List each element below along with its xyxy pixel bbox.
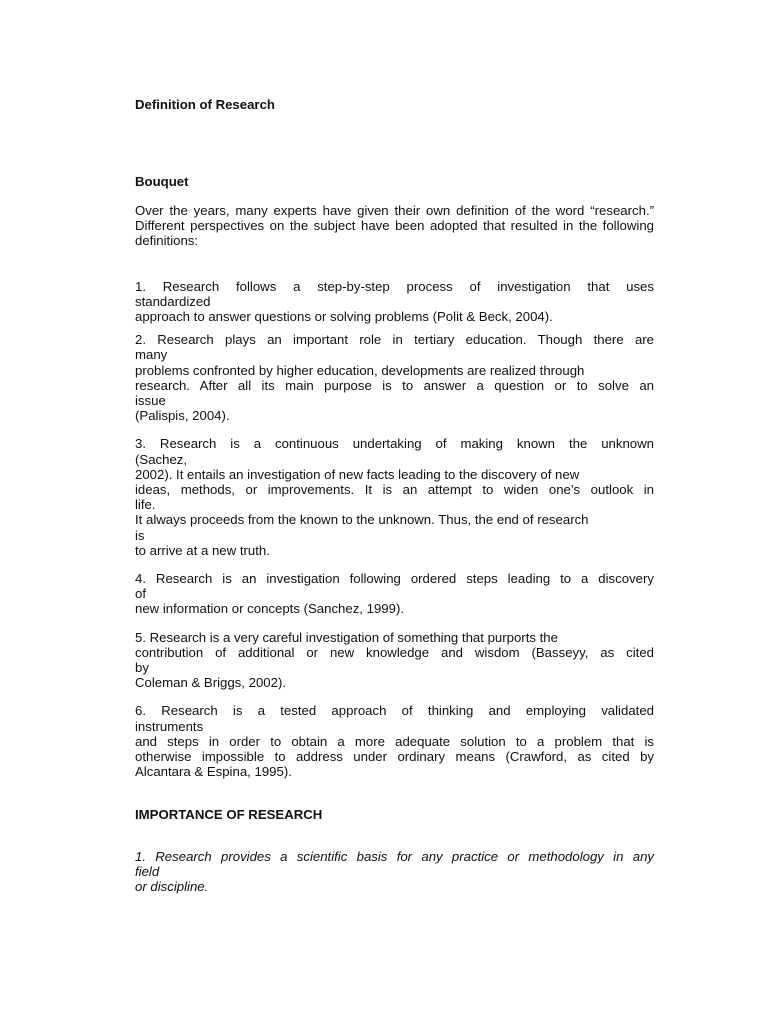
definition-item [135, 630, 654, 691]
definition-line: Coleman & Briggs, 2002). [135, 675, 286, 691]
definition-line: by [135, 660, 149, 676]
definition-line: standardized [135, 293, 211, 309]
definition-line: instruments [135, 718, 204, 734]
definition-item [135, 332, 654, 423]
definition-item [135, 571, 654, 617]
intro-paragraph: Over the years, many experts have given their own definition of the word “research.” Different perspectives on the subject have been adopted that resulted in the following definitions: [135, 203, 654, 249]
definition-line: life. [135, 497, 156, 513]
definition-line: of [135, 586, 146, 602]
definition-line: 6. Research is a tested approach of thinking and employing validated [135, 703, 654, 719]
document-title: Definition of Research [135, 97, 275, 112]
importance-line: or discipline. [135, 878, 209, 894]
definition-line: problems confronted by higher education, developments are realized through [135, 362, 585, 378]
definition-line: It always proceeds from the known to the unknown. Thus, the end of research [135, 512, 589, 528]
definition-line: and steps in order to obtain a more adequate solution to a problem that is [135, 733, 654, 749]
definition-line: 2. Research plays an important role in tertiary education. Though there are [135, 332, 654, 348]
importance-line: field [135, 863, 160, 879]
document-body [135, 97, 654, 894]
definition-item [135, 703, 654, 779]
section-heading-importance: IMPORTANCE OF RESEARCH [135, 806, 323, 822]
definition-item [135, 436, 654, 558]
definition-line: 4. Research is an investigation following ordered steps leading to a discovery [135, 571, 654, 587]
definition-line: contribution of additional or new knowledge and wisdom (Basseyy, as cited [135, 644, 654, 660]
definition-line: otherwise impossible to address under ordinary means (Crawford, as cited by [135, 749, 654, 765]
definition-line: many [135, 347, 168, 363]
definition-line: is [135, 527, 145, 543]
definition-line: 1. Research follows a step-by-step process of investigation that uses [135, 278, 654, 294]
definition-line: 3. Research is a continuous undertaking of making known the unknown [135, 436, 654, 452]
definition-line: new information or concepts (Sanchez, 1999). [135, 601, 405, 617]
definition-line: approach to answer questions or solving problems (Polit & Beck, 2004). [135, 309, 553, 325]
definition-line: research. After all its main purpose is to answer a question or to solve an [135, 377, 654, 393]
definition-line: ideas, methods, or improvements. It is an attempt to widen one’s outlook in [135, 482, 654, 498]
section-heading-bouquet: Bouquet [135, 174, 189, 189]
definition-line: to arrive at a new truth. [135, 542, 270, 558]
definition-line: Alcantara & Espina, 1995). [135, 764, 292, 780]
definition-line: (Palispis, 2004). [135, 408, 230, 424]
definition-line: 2002). It entails an investigation of new facts leading to the discovery of new [135, 466, 580, 482]
definition-item [135, 279, 654, 325]
definition-line: issue [135, 393, 166, 409]
definition-line: 5. Research is a very careful investigation of something that purports the [135, 629, 558, 645]
importance-item [135, 849, 654, 895]
definition-line: (Sachez, [135, 451, 188, 467]
importance-line: 1. Research provides a scientific basis for any practice or methodology in any [135, 848, 654, 864]
